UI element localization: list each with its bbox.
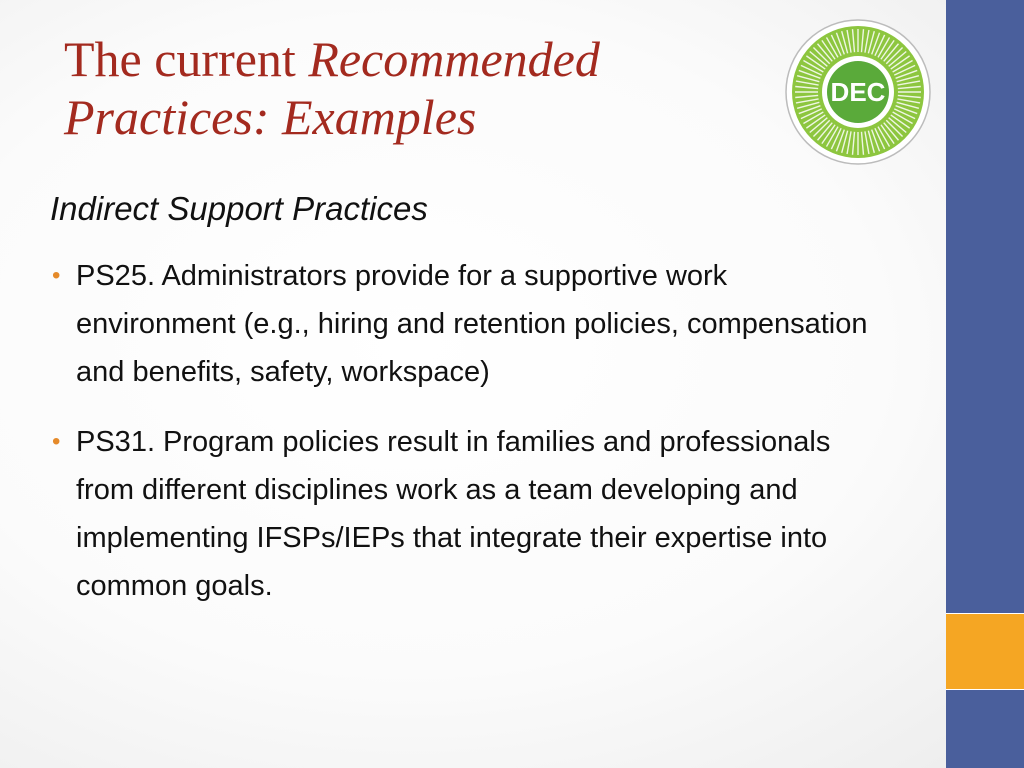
dec-logo (784, 18, 932, 166)
list-item (50, 252, 880, 396)
bullet-marker: • (52, 262, 61, 289)
dec-sunburst-icon (784, 18, 932, 166)
bullet-text: PS25. Administrators provide for a supportive work environment (e.g., hiring and retention policies, compensation and benefits, safety, workspace) (76, 260, 868, 388)
section-subheading: Indirect Support Practices (50, 190, 428, 227)
bullet-list (50, 252, 880, 632)
bullet-marker: • (52, 428, 61, 455)
title-emphasis: Recommended Practices: Examples (64, 31, 600, 145)
side-bar-top (946, 0, 1024, 614)
slide-title (64, 30, 784, 146)
logo-text: DEC (830, 77, 886, 107)
title-prefix: The current (64, 31, 309, 87)
bullet-text: PS31. Program policies result in families and professionals from different disciplines work as a team developing and implementing IFSPs/IEPs that integrate their expertise into common goals. (76, 426, 831, 602)
side-bar-accent (946, 614, 1024, 690)
list-item (50, 418, 880, 610)
side-bar-bottom (946, 690, 1024, 768)
